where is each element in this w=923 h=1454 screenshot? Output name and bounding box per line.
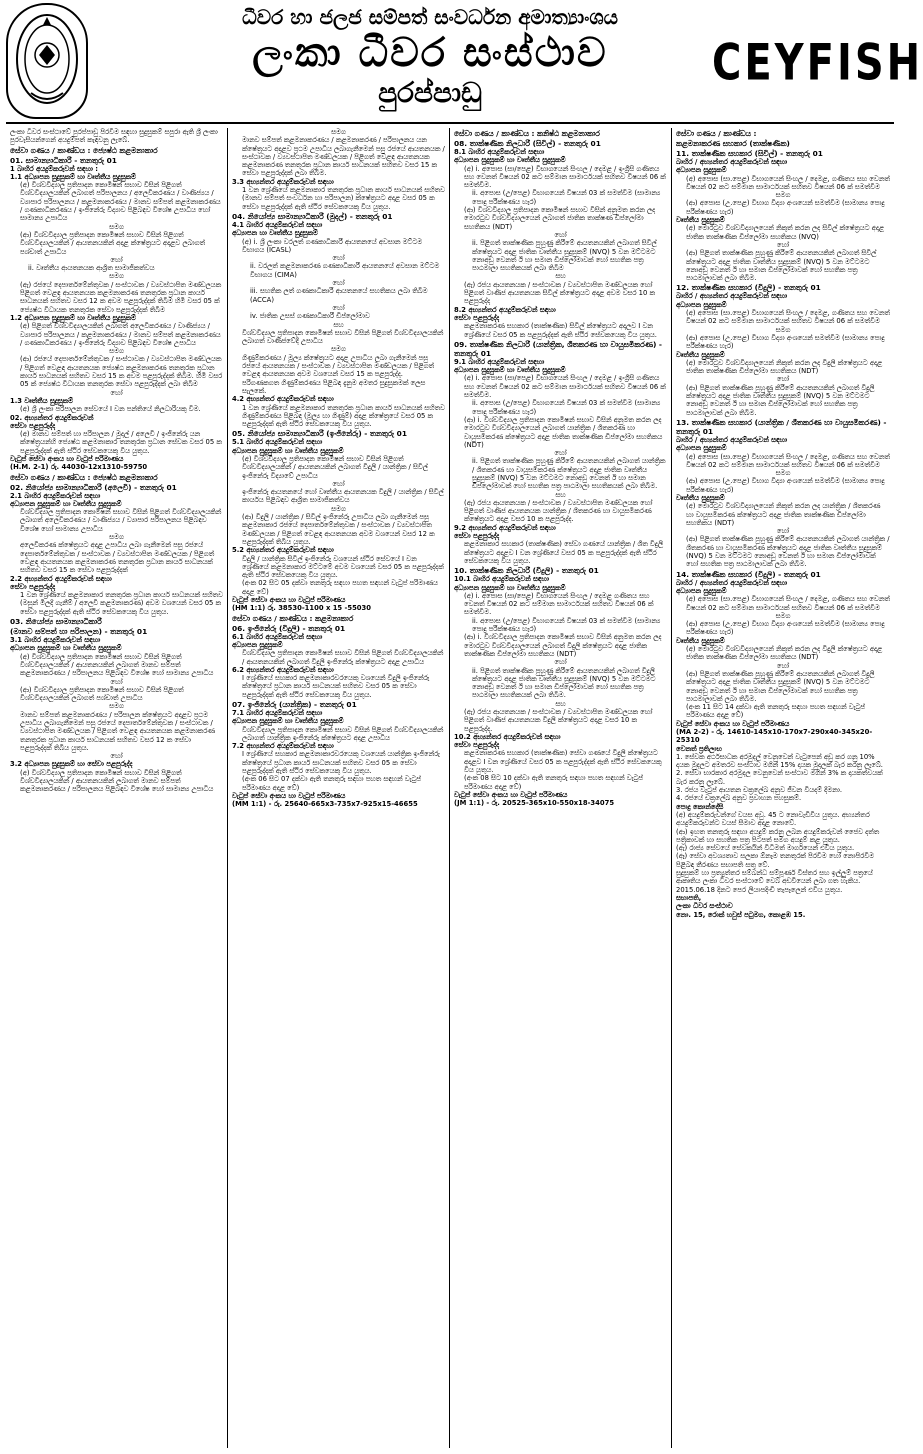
section-heading: කළමනාකරණ සහකාර (තාක්ෂණික) [676, 139, 790, 148]
subheading: සේවා පළපුරුද්ද [10, 421, 56, 430]
paragraph: කළමනාකාර සහකාර (තාක්ෂණික) සේවා ගණයේ යාන්ත්‍රික / ශීත විදුලි ක්ෂේත්‍රයට අදාළව I වන ශ්‍රේණියේ වසර 05 ක පළපුරුද්දක් ඇති ස්ථිර සේවකයෙකු විය යුතුය. [464, 540, 666, 565]
paragraph: ii. පිළිගත් තාක්ෂණික පුහුණු කිරීමේ ආයතනයකින් ලබාගත් සිවිල් ක්ෂේත්‍රයට අදාළ ජාතික වෘත්තීය සුදුසුකම් (NVQ) 5 වන මට්ටමට නොඅඩු වෙනත් ඊ හා සමාන ඩිප්ලෝමාවක් හෝ සහතික පත්‍ර පාඨමාලා සහතිකයක් ලබා තිබීම [472, 239, 659, 273]
connector-word: සහ [555, 490, 566, 499]
section-heading: 05. නියෝජ්‍ය සාමාන්‍යාධිකාරී (ඉංජිනේරු) - තනතුරු 01 [232, 429, 407, 439]
subheading: වෘත්තීය සුදුසුකම් [676, 350, 725, 359]
paragraph: (ආ) පිළිගත් තාක්ෂණික පුහුණු කිරීමේ ආයතනයකින් ලබාගත් විදුලි ක්ෂේත්‍රයට අදාළ ජාතික වෘත්තීය සුදුසුකම් (NVQ) 5 වන මට්ටමට නොඅඩු වෙනත් ඊ හා සමාන ඩිප්ලෝමාවක් හෝ සහතික පත්‍ර පාඨමාලාවක් ලබා තිබීම. [686, 383, 877, 417]
connector-word: හෝ [332, 254, 345, 263]
paragraph: විශ්වවිද්‍යාල ප්‍රතිපාදන කොමිෂන් සභාව විසින් පිළිගත් විශ්වවිද්‍යාලයකින් ලබාගත් අලෙවිකරණය / වාණිජ්‍යය / ව්‍යාපාර පරිපාලනය පිළිබඳව විශේෂ හෝ සාමාන්‍ය උපාධිය [20, 508, 224, 533]
subheading: 4.1 බාහිර අයදුම්කරුවන් සඳහා [232, 220, 323, 229]
section-heading: 08. තාක්ෂණික නිලධාරී (සිවිල්) - තනතුරු 01 [454, 139, 601, 148]
subheading: 6.2 අභ්‍යන්තර අයදුම්කරුවන් සඳහා [232, 665, 334, 674]
connector-word: හෝ [332, 479, 345, 488]
paragraph: සුදුසුකම් හා ප්‍රත්‍යුත්තර සම්බන්ධ සම්පූර්ණ විස්තර සහ ඉල්ලුම් පත්‍රයේ ආකෘතිය ලංකා ධීවර සංස්ථාවේ වෙබ් අඩවියෙන් ලබා ගත හැකිය. 2015.06.18 දිනට පෙර ලියාපදිංචි තැපෑලෙන් එවිය යුතුය. [676, 869, 875, 894]
paragraph: (ඇ) රාජ්‍ය සේවයේ සේවකයින් විධිමත් මාර්ගයෙන් එවිය යුතුය. [676, 844, 855, 853]
connector-word: හෝ [110, 255, 123, 264]
connector-word: හෝ [110, 677, 123, 686]
subheading: සේවා පළපුරුද්ද [454, 532, 500, 541]
paragraph: (ආ) විශ්වවිද්‍යාල ප්‍රතිපාදන කොමිෂන් සභාව විසින් අනුමත කරන ලද මොරටුව විශ්වවිද්‍යාලයෙන් ලබාගත් ජාතික තාක්ෂණ ඩිප්ලෝමා සහතිකය (NDT) [464, 206, 658, 231]
subheading: බාහිර / අභ්‍යන්තර අයදුම්කරුවන් සඳහා [676, 435, 788, 444]
subheading: අධ්‍යාපන සුදුසුකම් හා වෘත්තීය සුදුසුකම් [10, 499, 122, 508]
paragraph: (ඈ) සේවා අවශ්‍යතාව සලකා ඕනෑම තනතුරක් පිරවීම හෝ නොපිරවීම පිළිබඳ තීරණය සභාපති සතු වේ. [676, 852, 877, 869]
paragraph: (ආ) i. විශ්වවිද්‍යාල ප්‍රතිපාදන කොමිෂන් සභාව විසින් අනුමත කරන ලද මොරටුව විශ්වවිද්‍යාලයෙන් ලබාගත් යාන්ත්‍රික / ශීතකරණ හා වායුසමීකරණ ක්ෂේත්‍රයට අදාළ ජාතික තාක්ෂණික ඩිප්ලෝමා සහතිකය (NDT) [464, 415, 665, 449]
paragraph: (ආ) පිළිගත් තාක්ෂණික පුහුණු කිරීමේ ආයතනයකින් ලබාගත් යාන්ත්‍රික / ශීතකරණ හා වායුසමීකරණ ක්ෂේත්‍රයට අදාළ ජාතික වෘත්තීය සුදුසුකම් (NVQ) 5 වන මට්ටමට නොඅඩු වෙනත් ඊ හා සමාන ඩිප්ලෝමාවක් හෝ සහතික පත්‍ර පාඨමාලාවක් ලබා තිබීම. [686, 535, 892, 569]
section-heading: (මානව සම්පත් හා පරිපාලන) - තනතුරු 01 [10, 627, 148, 637]
paragraph: කළමනාකරණ සහකාර (තාක්ෂණික) සිවිල් ක්ෂේත්‍රයට අදාලව I වන ශ්‍රේණියේ වසර 05 ක පළපුරුද්දක් ඇති ස්ථිර සේවකයෙකු විය යුතුය. [464, 322, 657, 339]
paragraph: iii. සහතික ලත් ගණකාධිකාරී ආයතනයේ සහතිකය ලබා තිබීම (ACCA) [250, 287, 430, 304]
subheading: වෘත්තීය සුදුසුකම් [676, 216, 725, 225]
section-heading: 02. නියෝජ්‍ය සාමාන්‍යාධිකාරී (අලෙවි) - තනතුරු 01 [10, 482, 177, 492]
connector-word: සමග [109, 347, 124, 356]
paragraph: I ශ්‍රේණියේ සහකාර කළමනාකාරවරයෙකු වශයෙන් විදුලි ඉංජිනේරු ක්ෂේත්‍රයේ ප්‍රධාන කාර්ය සාධනයක් සහිතව වසර 05 ක සේවා පළපුරුද්දක් ඇති ස්ථිර සේවකයෙකු විය යුතුය. [242, 674, 432, 699]
subheading: 9.2 අභ්‍යන්තර අයදුම්කරුවන් සඳහා [454, 523, 556, 532]
paragraph: 1. සේවක අර්ථසාධක අරමුදල් වෙනුවෙන් වැටුපෙන් අඩු කර ගනු 10% දායක මුදලට අමතරව සංස්ථාව මගින් 15% දායක මුදලක් බැර කරනු ලැබේ. [676, 752, 883, 770]
section-heading: සේවා ගණය / කාණ්ඩය : කනිෂ්ඨ කළමනාකාර [454, 129, 600, 138]
section-heading: 07. ඉංජිනේරු (යාන්ත්‍රික) - තනතුරු 01 [232, 700, 357, 709]
paragraph: විශ්වවිද්‍යාල ප්‍රතිපාදන කොමිෂන් සභාව විසින් පිළිගත් විශ්වවිද්‍යාලයකින් ලබාගත් වාණිජවේදී උපාධිය [242, 328, 446, 346]
subheading: අධ්‍යාපන සුදුසුකම් [676, 444, 727, 453]
header-divider [6, 122, 894, 124]
paragraph: (අ) i. අපොස (සා/පෙළ) විභාගයෙන් සිංහල / දෙමළ / ඉංග්‍රීසි ගණිතය සහ වෙනත් විෂයන් 02 කට සම්මාන සාමාර්ථයක් සහිතව විෂයන් 06 ක් සමත්වීම. [464, 374, 668, 400]
subheading: 2.1 බාහිර අයදුම්කරුවන් සඳහා [10, 491, 101, 500]
paragraph: (ආ) ඉහත තනතුරු සඳහා අයදුම් කරනු ලබන අයදුම්කරුවන් ජෛව දත්ත පත්‍රිකාවක් හා සහතික පත්‍ර පිටපත් සමග අයදුම් කළ යුතුය. [676, 827, 882, 844]
subheading: සේවා පළපුරුද්ද [10, 582, 56, 591]
content-columns [6, 128, 894, 1448]
salary-scale: (HM 1:1) රු. 38530-1100 x 15 -55030 [232, 604, 371, 613]
section-heading: සේවා ගණය / කාණ්ඩය : කළමනාකාර [232, 613, 354, 623]
paragraph: කළමනාකරණ සහකාර (තාක්ෂණික) සේවා ගණයේ විදුලි ක්ෂේත්‍රයට අදාළව I වන ශ්‍රේණියේ වසර 05 ක පළපුරුද්දක් ඇති ස්ථිර සේවකයෙකු විය යුතුය. [464, 749, 664, 775]
subheading: 1.1 අධ්‍යාපන සුදුසුකම් හා වෘත්තීය සුදුසුකම් [10, 172, 136, 181]
paragraph: (ඇ) රජය ආයතනයක / සංස්ථාවක / ව්‍යවස්ථාපිත මණ්ඩලයක හෝ පිළිගත් වාණිජ ආයතනයක යාන්ත්‍රික / ශීතකරණ හා වායුසමීකරණ ක්ෂේත්‍රයට අදාළ වසර 10 ක පළපුරුද්ද. [464, 498, 655, 524]
salary-scale: (MA 2-2) - රු. 14610-145x10-170x7-290x40-345x20-25310 [676, 728, 873, 745]
paragraph: I ශ්‍රේණියේ සහකාර කළමනාකාරවරයෙකු වශයෙන් යාන්ත්‍රික ඉංජිනේරු ක්ෂේත්‍රයේ ප්‍රධාන කාර්ය සාධනයක් සහිතව වසර 05 ක සේවා පළපුරුද්දක් ඇති ස්ථිර සේවකයෙකු විය යුතුය. [242, 750, 442, 776]
paragraph: (ආ) රජයේ දෙපාර්තමේන්තුවක / සංස්ථාවක / ව්‍යවස්ථාපිත මණ්ඩලයක / පිළිගත් වෙළඳ ආයතනයක ජ්‍යෙෂ්ඨ කළමනාකරණ තනතුරක ප්‍රධාන කාර්ය සාධනයක් සහිතව වසර 15 ක අවම පළපුරුද්දක් තිබීම. හිමි වසර 05 ක් ජ්‍යෙෂ්ඨ විධායක තනතුරක සේවා පළපුරුද්දක් ලබා තිබීම [20, 355, 225, 389]
paragraph: 3. රජය වැටුප් ආයතන චක්‍රලේඛ අනුව ජීවන වියදම් දීමනා. [676, 786, 843, 795]
section-heading: 11. තාක්ෂණික සහකාර (සිවිල්) - තනතුරු 01 [676, 149, 823, 158]
subheading: අධ්‍යාපන සුදුසුකම් හා වෘත්තීය සුදුසුකම් [454, 366, 566, 375]
salary-scale: (H.M. 2-1) රු. 44030-12x1310-59750 [10, 463, 148, 472]
connector-word: සහ [555, 272, 566, 281]
paragraph: (අ) පිළිගත් විශ්වවිද්‍යාලයකින් ලබාගත් අලෙවිකරණය / වාණිජ්‍යය / ව්‍යාපාර පරිපාලනය / කළමනාකරණය / මානව සම්පත් කළමනාකරණය / ගණකාධිකරණය / ඉංජිනේරු විද්‍යාව පිළිබඳව විශේෂ උපාධිය [20, 322, 223, 347]
salary-scale: (JM 1:1) - රු. 20525-365x10-550x18-34075 [454, 799, 615, 808]
subheading: සභාපති, [676, 893, 702, 902]
paragraph: 2. සේවා භාරකාර අරමුදල වෙනුවෙන් සංස්ථාව මගින් 3% ක දායකත්වයක් බැර කරනු ලැබේ. [676, 769, 885, 786]
subheading: ලංකා ධීවර සංස්ථාව [676, 902, 733, 911]
subheading: අධ්‍යාපන සුදුසුකම් හා වෘත්තීය සුදුසුකම් [454, 583, 566, 592]
paragraph: (අ) විශ්වවිද්‍යාල ප්‍රතිපාදන කොමිෂන් සභාව විසින් පිළිගත් විශ්වවිද්‍යාලයකින් / ආයතනයකින් ලබාගත් විදුලි / යාන්ත්‍රික / සිවිල් ඉංජිනේරු විද්‍යාවේ උපාධිය [242, 454, 431, 480]
text-column-1 [6, 128, 228, 1448]
connector-word: හෝ [554, 230, 567, 239]
paragraph: 4. රජයේ චක්‍රලේඛ අනුව ප්‍රවාහන පහසුකම්. [676, 794, 802, 803]
connector-word: හෝ [332, 303, 345, 312]
section-heading: 14. තාක්ෂණික සහකාර (විදුලි) - තනතුරු 01 [676, 569, 821, 579]
paragraph: 1 වන ශ්‍රේණියේ කළමනාකාර තනතුරක ප්‍රධාන කාර්ය සාධනයක් සහිතව (මසුන් මිලදී ගැනීම් / අලෙවි කළමනාකරණ) අවම වශයෙන් වසර 05 ක සේවා පළපුරුද්දක් ඇති ස්ථිර සේවකයෙකු විය යුතුය. [20, 591, 226, 616]
subheading: වෘත්තීය සුදුසුකම් [676, 493, 725, 502]
paragraph: මානව සම්පත් කළමනාකරණය / කළමනාකරණ / පරිපාලනය යන ක්ෂේත්‍රයට අදාළව ප්‍රථම උපාධිය ලබාගැනීමෙන් පසු රජයේ ආයතනයක / සංස්ථාවක / ව්‍යවස්ථාපිත මණ්ඩලයක / පිළිගත් වෙළඳ ආයතනයක කළමනාකරණ තනතුරක ප්‍රධාන කාර්ය සාධනයක් සහිතව වසර 15 ක සේවා පළපුරුද්දක් ලබා තිබීම. [242, 136, 448, 178]
subheading: 3.2 අධ්‍යාපන සුදුසුකම් හා සේවා පළපුරුද්ද [10, 760, 133, 769]
subheading: පොදු කොන්දේසි [676, 802, 724, 811]
section-heading: 13. තාක්ෂණික සහකාර (යාන්ත්‍රික / ශීතකරණ හා වායුසමීකරණ) - තනතුරු 01 [676, 417, 890, 436]
connector-word: සමග [109, 533, 124, 542]
paragraph: (අ) මොරටුව විශ්වවිද්‍යාලයෙන් නිකුත් කරන ලද සිවිල් ක්ෂේත්‍රයට අදාළ ජාතික තාක්ෂණික ඩිප්ලෝමා සහතිකය (NVQ) [686, 224, 887, 241]
subheading: බාහිර / අභ්‍යන්තර අයදුම්කරුවන් සඳහා [676, 158, 788, 166]
connector-word: හෝ [776, 375, 790, 384]
section-heading: 04. නියෝජ්‍ය සාමාන්‍යාධිකාරී (මුදල්) - තනතුරු 01 [232, 211, 393, 221]
section-heading: සේවා ගණය / කාණ්ඩය : ජ්‍යෙෂ්ඨ කළමනාකාර [10, 472, 158, 482]
connector-word: සමග [331, 504, 346, 513]
paragraph: (ආ) අපොස (උ.පෙළ) විභාග විද්‍යා අංශයෙන් සමත්වීම (සාමාන්‍ය පොදු පරීක්ෂණය හැර) [686, 199, 887, 216]
subheading: 3.1 බාහිර අයදුම්කරුවන් සඳහා [10, 636, 101, 645]
subheading: 6.1 බාහිර අයදුම්කරුවන් සඳහා [232, 632, 323, 641]
connector-word: සමග [775, 469, 791, 478]
connector-word: හෝ [332, 279, 345, 288]
connector-word: හෝ [110, 752, 123, 761]
connector-word: සමග [775, 325, 791, 334]
subheading: බාහිර / අභ්‍යන්තර අයදුම්කරුවන් සඳහා [676, 578, 788, 587]
connector-word: හෝ [110, 388, 123, 397]
subheading: 7.1 බාහිර අයදුම්කරුවන් සඳහා [232, 709, 323, 717]
organization-name: ලංකා ධීවර සංස්ථාව [252, 29, 608, 76]
paragraph: ii. වෘත්තීය ආයතනයක ආශ්‍රිත සාමාජිකත්වය [28, 264, 155, 273]
paragraph: (අ) මොරටුව විශ්වවිද්‍යාලයෙන් නිකුත් කරන ලද විදුලි ක්ෂේත්‍රයට අදාළ ජාතික තාක්ෂණික ඩිප්ලෝමා සහතිකය (NDT) [686, 358, 885, 376]
subheading: 02. අභ්‍යන්තර අයදුම්කරුවන් [10, 413, 94, 422]
subheading: 9.1 බාහිර අයදුම්කරුවන් සඳහා [454, 357, 545, 366]
subheading: 5.1 බාහිර අයදුම්කරුවන් සඳහා [232, 438, 323, 447]
paragraph: (අ) අපොස (සා.පෙළ) විභාගයෙන් සිංහල / දෙමළ, ගණිතය සහ වෙනත් විෂයන් 02 කට සම්මාන සාමාර්ථයක් සහිතව විෂයන් 06 ක් සමත්වීම [686, 595, 893, 612]
paragraph: ii. අපොස (උ/පෙළ) විභාගයෙන් විෂයන් 03 ක් සමත්වීම (සාමාන්‍ය පොදු පරීක්ෂණය හැර) [472, 399, 663, 416]
connector-word: සහ [555, 699, 566, 708]
paragraph: 1 වන ශ්‍රේණියේ කළමනාකාර තනතුරක ප්‍රධාන කාර්ය සාධනයක් සහිතව (මානව සම්පත් සංවර්ධන හා පරිපාලන) ක්ෂේත්‍රයට අදාළ වසර 05 ක සේවා පළපුරුද්දක් ඇති ස්ථිර සේවකයෙකු විය යුතුය. [242, 186, 448, 211]
paragraph: 1 වන ශ්‍රේණියේ කළමනාකාර තනතුරක ප්‍රධාන කාර්ය සාධනයක් සහිතව ගිණුම්කරණය පිළිබඳ (මූල්‍ය හා ගිණුම්) අදාළ ක්ෂේත්‍රයේ වසර 05 ක පළපුරුද්දක් ඇති ස්ථිර සේවකයෙකු විය යුතුය. [242, 403, 448, 429]
title-block [150, 4, 710, 110]
paragraph: (ආ) පිළිගත් තාක්ෂණික පුහුණු කිරීමේ ආයතනයකින් ලබාගත් සිවිල් ක්ෂේත්‍රයට අදාළ ජාතික වෘත්තීය සුදුසුකම් (NVQ) 5 වන මට්ටමට නොඅඩු වෙනත් ඊ හා සමාන ඩිප්ලෝමාවක් හෝ සහතික පත්‍ර පාඨමාලාවක් ලබා තිබීම. [686, 249, 879, 283]
sri-lanka-emblem-icon [6, 3, 88, 119]
ministry-name: ධීවර හා ජලජ සම්පත් සංවර්ධන අමාත්‍යාංශය [241, 5, 619, 29]
paragraph: විදුලි / යාන්ත්‍රික සිවිල් ඉංජිනේරු වශයෙන් ස්ථිර සේවයේ I වන ශ්‍රේණියේ කළමනාකාර මට්ටමේ අවම වශයෙන් වසර 05 ක පළපුරුද්දක් ඇති ස්ථිර සේවකයෙකු විය යුතුය. [242, 554, 446, 580]
section-heading: 10. තාක්ෂණික නිලධාරී (විදුලි) - තනතුරු 01 [454, 566, 599, 576]
paragraph: (ආ) අපොස (උ.පෙළ) විභාග විද්‍යා අංශයෙන් සමත්වීම (සාමාන්‍ය පොදු පරීක්ෂණය හැර) [686, 620, 887, 637]
subheading: අධ්‍යාපන සුදුසුකම් හා වෘත්තීය සුදුසුකම් [10, 644, 122, 653]
paragraph: (අ) අපොස (සා.පෙළ) විභාගයෙන් සිංහල / දෙමළ, ගණිතය සහ වෙනත් විෂයන් 02 කට සම්මාන සාමාර්ථයක් සහිතව විෂයන් 06 ක් සමත්වීම [686, 452, 893, 469]
subheading: 1.3 වෘත්තීය සුදුසුකම් [10, 396, 74, 405]
subheading: අධ්‍යාපන සුදුසුකම් හා වෘත්තීය සුදුසුකම් [454, 156, 566, 165]
text-column-3 [450, 128, 672, 1448]
paragraph: (ආ) i. විශ්වවිද්‍යාල ප්‍රතිපාදන කොමිෂන් සභාව විසින් අනුමත කරන ලද මොරටුව විශ්වවිද්‍යාලයෙන් ලබාගත් විදුලි ක්ෂේත්‍රයට අදාළ ජාතික තාක්ෂණික ඩිප්ලෝමා සහතිකය (NDT) [464, 633, 664, 658]
subheading: අධ්‍යාපන සුදුසුකම් [232, 640, 283, 649]
paragraph: විශ්වවිද්‍යාල ප්‍රතිපාදන කොමිෂන් සභාව විසින් පිළිගත් විශ්වවිද්‍යාලයකින් / ආයතනයකින් ලබාගත් විදුලි ඉංජිනේරු ක්ෂේත්‍රයට අදාළ උපාධිය [242, 649, 446, 666]
paragraph: (ආ) විශ්වවිද්‍යාල ප්‍රතිපාදන කොමිෂන් සභාව විසින් පිළිගත් විශ්වවිද්‍යාලයකින් ලබාගත් පශ්චාත් උපාධිය [20, 685, 186, 703]
paragraph: (ආ) විදුලි / යාන්ත්‍රික / සිවිල් ඉංජිනේරු උපාධිය ලබා ගැනීමෙන් පසු කළමනාකාර රජයේ දෙපාර්තමේන්තුවක / සංස්ථාවක / ව්‍යවස්ථාපිත මණ්ඩලයක / පිළිගත් වෙළඳ ආයතනයක අවම වශයෙන් වසර 12 ක පළපුරුද්දක් තිබිය යුතුය. [242, 513, 437, 546]
paragraph: (අ) අපොස (සා.පෙළ) විභාගයෙන් සිංහල / දෙමළ, ගණිතය සහ වෙනත් විෂයන් 02 කට සම්මාන සාමාර්ථයක් සහිතව විෂයන් 06 ක් සමත්වීම [686, 309, 893, 326]
connector-word: සමග [109, 272, 124, 281]
paragraph: (ඇ) රජය ආයතනයක / සංස්ථාවක / ව්‍යවස්ථාපිත මණ්ඩලයක හෝ පිළිගත් වාණිජ ආයතනයක විදුලි ක්ෂේත්‍රයට අදාළ වසර 10 ක පළපුරුද්ද. [464, 708, 655, 733]
paragraph: (ඇ) රජයේ දෙපාර්තමේන්තුවක / සංස්ථාවක / ව්‍යවස්ථාපිත මණ්ඩලයක පිළිගත් වෙළඳ ආයතනයක කළමනාකරණ තනතුරක ප්‍රධාන කාර්ය සාධනයක් සහිතව වසර 12 ක අවම පළපුරුද්දක් තිබීම හිමි වසර 05 ක් ජ්‍යෙෂ්ඨ විධායක තනතුරක සේවා පළපුරුද්දක් තිබීම [20, 280, 224, 314]
paragraph: (අ) i. අපොස (සා/පෙළ) විභාගයෙන් සිංහල / දෙමළ ගණිතය සහ වෙනත් විෂයන් 02 කට සම්මාන සාමාර්ථයක් සහිතව විෂයන් 06 ක් සමත්වීම. [464, 591, 656, 617]
subheading: අධ්‍යාපන සුදුසුකම් [676, 166, 727, 175]
subheading: 8.2 අභ්‍යන්තර අයදුම්කරුවන් සඳහා [454, 305, 556, 314]
subheading: අධ්‍යාපන සුදුසුකම් හා වෘත්තීය සුදුසුකම් [232, 717, 344, 726]
subheading: අධ්‍යාපන සුදුසුකම් හා වෘත්තීය සුදුසුකම් [232, 446, 344, 455]
advertisement-header [0, 0, 923, 122]
connector-word: හෝ [776, 661, 790, 670]
subheading: සේවා පළපුරුද්ද [454, 741, 500, 750]
subheading: 10.1 බාහිර අයදුම්කරුවන් සඳහා [454, 575, 549, 584]
paragraph: ii. අපොස (උ/පෙළ) විභාගයෙන් විෂයන් 03 ක් සමත්වීම (සාමාන්‍ය පොදු පරීක්ෂණය හැර) [472, 616, 663, 634]
connector-word: සමග [331, 345, 346, 354]
text-column-2 [228, 128, 450, 1448]
vacancies-title: පුරප්පාඩු [378, 76, 482, 109]
connector-word: හෝ [554, 449, 567, 458]
paragraph: මානව සම්පත් කළමනාකරණය / පරිපාලන ක්ෂේත්‍රයට අදාළව ප්‍රථම උපාධිය ලබාගැනීමෙන් පසු රජයේ දෙපාර්තමේන්තුවක / සංස්ථාවක / ව්‍යවස්ථාපිත මණ්ඩලයක / පිළිගත් වෙළඳ ආයතනයක කළමනාකරණ තනතුරක ප්‍රධාන කාර්ය සාධනයක් සහිතව වසර 12 ක සේවා පළපුරුද්දක් තිබිය යුතුය. [20, 710, 218, 752]
paragraph: (අ) අයදුම්කරුවන්ගේ වයස අවු. 45 ට නොවැඩිවිය යුතුය. අභ්‍යන්තර අයදුම්කරුවන්ට වයස් සීමාව අදාළ නොවේ. [676, 810, 872, 828]
paragraph: (ආ) පිළිගත් තාක්ෂණික පුහුණු කිරීමේ ආයතනයකින් ලබාගත් විදුලි ක්ෂේත්‍රයට අදාළ ජාතික වෘත්තීය සුදුසුකම් (NVQ) 5 වන මට්ටමට නොඅඩු වෙනත් ඊ හා සමාන ඩිප්ලෝමාවක් හෝ සහතික පත්‍ර පාඨමාලාවක් ලබා තිබීම. [686, 669, 877, 703]
subheading: 5.2 අභ්‍යන්තර අයදුම්කරුවන් සඳහා [232, 546, 334, 555]
paragraph: ii. වරලත් කළමනාකරණ ගණකාධිකාරී ආයතනයේ අවසාන මට්ටම විභාගය (CIMA) [250, 262, 442, 279]
subheading: වැටුප් සේවා අංකය හා වැටුප් පරිමාණය [676, 719, 790, 728]
paragraph: (ආ) අපොස (උ.පෙළ) විභාග විද්‍යා අංශයෙන් සමත්වීම (සාමාන්‍ය පොදු පරීක්ෂණය හැර) [686, 477, 887, 494]
connector-word: සහ [333, 320, 344, 329]
paragraph: (ආ) විශ්වවිද්‍යාල ප්‍රතිපාදන කොමිෂන් සභාව විසින් පිළිගත් විශ්වවිද්‍යාලයකින් / ආයතනයකින් අදාළ ක්ෂේත්‍රයට අදාළව ලබාගත් පශ්චාත් උපාධිය [20, 230, 208, 256]
ceyfish-logo: CEYFISH [712, 34, 923, 92]
paragraph: ii. පිළිගත් තාක්ෂණික පුහුණු කිරීමේ ආයතනයකින් ලබාගත් යාන්ත්‍රික / ශීතකරණ හා වායුසමීකරණ ක්ෂේත්‍රයට අදාළ ජාතික වෘත්තීය සුදුසුකම් (NVQ) 5 වන මට්ටමට නොඅඩු වෙනත් ඊ හා සමාන ඩිප්ලෝමාවක් හෝ සහතික පත්‍ර පාඨමාලා සහතිකයක් ලබා තිබීම. [472, 457, 668, 491]
connector-word: හෝ [776, 240, 790, 249]
connector-word: සමග [109, 222, 124, 231]
paragraph: (අ) i. අපොස (සා/පෙළ) විභාගයෙන් සිංහල / දෙමළ / ඉංග්‍රීසි ගණිතය සහ වෙනත් විෂයන් 02 කට සම්මාන සාමාර්ථයක් සහිතව විෂයන් 06 ක් සමත්වීම. [464, 164, 668, 190]
subheading: අධ්‍යාපන හා වෘත්තීය සුදුසුකම් [232, 229, 318, 238]
subheading: 4.2 අභ්‍යන්තර අයදුම්කරුවන් සඳහා [232, 395, 334, 404]
paragraph: (අ) ශ්‍රී ලංකා පරිපාලන සේවයේ I වන පන්තියේ නිලධාරියකු වීම. [20, 405, 201, 414]
subheading: අධ්‍යාපන සුදුසුකම් [676, 300, 727, 309]
paragraph: iv. ජාතික උසස් ගණකාධිකාරී ඩිප්ලෝමාව [250, 312, 370, 321]
paragraph: (අ) විශ්වවිද්‍යාල ප්‍රතිපාදන කොමිෂන් සභාව විසින් පිළිගත් විශ්වවිද්‍යාලයකින් ලබාගත් පරිපාලනය / අලෙවිකරණය / වාණිජ්‍යය / ව්‍යාපාර පරිපාලනය / කළමනාකරණය / මානව සම්පත් කළමනාකරණය / ගණකාධිකරණය / ඉංජිනේරු විද්‍යාව පිළිබඳව විශේෂ උපාධිය හෝ සාමාන්‍ය උපාධිය [20, 181, 223, 223]
paragraph: ii. පිළිගත් තාක්ෂණික පුහුණු කිරීමේ ආයතනයකින් ලබාගත් විදුලි ක්ෂේත්‍රයට අදාළ ජාතික වෘත්තීය සුදුසුකම් (NVQ) 5 වන මට්ටමට නොඅඩු වෙනත් ඊ හා සමාන ඩිප්ලෝමාවක් හෝ සහතික පත්‍ර පාඨමාලා සහතිකයක් ලබා තිබීම. [472, 666, 658, 700]
paragraph: (අ) i. ශ්‍රී ලංකා වරලත් ගණකාධිකාරී ආයතනයේ අවසාන මට්ටම විභාගය (ICASL) [242, 237, 425, 254]
subheading: අධ්‍යාපන සුදුසුකම් [676, 586, 727, 595]
section-heading: 12. තාක්ෂණික සහකාර (විදුලි) - තනතුරු 01 [676, 283, 821, 293]
paragraph: විශ්වවිද්‍යාල ප්‍රතිපාදන කොමිෂන් සභාව විසින් පිළිගත් විශ්වවිද්‍යාලයකින් ලබාගත් යාන්ත්‍රික ඉංජිනේරු ක්ෂේත්‍රයට අදාළ උපාධිය [242, 725, 446, 742]
paragraph: ii. අපොස (උ/පෙළ) විභාගයෙන් විෂයන් 03 ක් සමත්වීම (සාමාන්‍ය පොදු පරීක්ෂණය හැර) [472, 189, 663, 206]
paragraph: (අංක 11 සිට 14 දක්වා ඇති තනතුරු සඳහා පහත සඳහන් වැටුප් පරිමාණය අදාළ වේ) [686, 703, 868, 720]
paragraph: (අ) මොරටුව විශ්වවිද්‍යාලයෙන් නිකුත් කරන ලද යාන්ත්‍රික / ශීතකරණ හා වායුසමීකරණ ක්ෂේත්‍රයට අදාළ ජාතික තාක්ෂණික ඩිප්ලෝමා සහතිකය (NDT) [686, 502, 883, 527]
paragraph: (අ) විශ්වවිද්‍යාල ප්‍රතිපාදන කොමිෂන් සභාව විසින් පිළිගත් විශ්වවිද්‍යාලයකින් / ආයතනයකින් ලබාගත් මානව සම්පත් කළමනාකරණය / පරිපාලනය පිළිබඳව විශේෂ හෝ සාමාන්‍ය උපාධිය [20, 768, 214, 794]
subheading: නො. 15, රොක් හවුස් පටුමග, කොළඹ 15. [676, 910, 806, 919]
paragraph: (අ) මොරටුව විශ්වවිද්‍යාලයෙන් නිකුත් කරන ලද විදුලි ක්ෂේත්‍රයට අදාළ ජාතික තාක්ෂණික ඩිප්ලෝමා සහතිකය (NDT) [686, 645, 885, 662]
subheading: වැටුප් සේවා අංකය හා වැටුප් පරිමාණය [10, 454, 124, 463]
subheading: වෙනත් ප්‍රතිලාභ [676, 744, 722, 753]
paragraph: (අංක 02 සිට 05 දක්වා තනතුරු සඳහා පහත සඳහන් වැටුප් පරිමාණය අදාළ වේ) [242, 579, 441, 596]
paragraph: (අ) විශ්වවිද්‍යාල ප්‍රතිපාදන කොමිෂන් සභාව විසින් පිළිගත් විශ්වවිද්‍යාලයකින් / ආයතනයකින් ලබාගත් මානව සම්පත් කළමනාකරණය / පරිපාලනය පිළිබඳව විශේෂ හෝ සාමාන්‍ය උපාධිය [20, 652, 214, 678]
subheading: 2.2 අභ්‍යන්තර අයදුම්කරුවන් සඳහා [10, 574, 112, 583]
subheading: වැටුප් සේවා අංකය හා වැටුප් පරිමාණය [232, 596, 346, 605]
subheading: 7.2 අභ්‍යන්තර අයදුම්කරුවන් සඳහා [232, 742, 334, 751]
section-heading: 09. තාක්ෂණික නිලධාරී (යාන්ත්‍රික, ශීතකරණ හා වායුසමීකරණ) - තනතුරු 01 [454, 339, 665, 358]
paragraph: (අංක 06 සිට 07 දක්වා ඇති තනතුරු සඳහා පහත සඳහන් වැටුප් පරිමාණය අදාළ වේ) [242, 775, 424, 792]
section-heading: 03. නියෝජ්‍ය සාමාන්‍යාධිකාරී [10, 617, 102, 627]
text-column-4 [672, 128, 894, 1448]
connector-word: සමග [775, 611, 791, 620]
connector-word: සමග [109, 702, 124, 711]
paragraph: අලෙවිකරණ ක්ෂේත්‍රයට අදාළ උපාධිය ලබා ගැනීමෙන් පසු රජයේ දෙපාර්තමේන්තුවක / සංස්ථාවක / ව්‍යවස්ථාපිත මණ්ඩලයක / පිළිගත් වෙළඳ ආයතනයක කළමනාකරණ තනතුරක ප්‍රධාන කාර්ය සාධනයක් සහිතව වසර 15 ක සේවා පළපුරුද්දක් [20, 541, 217, 575]
section-heading: 01. සාමාන්‍යාධිකාරී - තනතුරු 01 [10, 155, 117, 165]
paragraph: ඉංජිනේරු ආයතනයේ හෝ වෘත්තීය ආයතනයක විදුලි / යාන්ත්‍රික / සිවිල් කාර්යය පිළිබඳව ආශ්‍රිත සාමාජිකත්වය [242, 488, 446, 505]
connector-word: හෝ [554, 658, 567, 667]
paragraph: (අ) අපොස (සා.පෙළ) විභාගයෙන් සිංහල / දෙමළ, ගණිතය සහ වෙනත් විෂයන් 02 කට සම්මාන සාමාර්ථයක් සහිතව විෂයන් 06 ක් සමත්වීම [686, 174, 893, 191]
subheading: වැටුප් සේවා අංකය හා වැටුප් පරිමාණය [454, 790, 568, 799]
subheading: 3.3 අභ්‍යන්තර අයදුම්කරුවන් සඳහා [232, 177, 334, 186]
paragraph: ගිණුම්කරණය / මූල්‍ය ක්ෂේත්‍රයට අදාළ උපාධිය ලබා ගැනීමෙන් පසු රජයේ ආයතනයක / සංස්ථාවක / ව්‍යවස්ථාපිත මණ්ඩලයක / පිළිගත් වෙළඳ ආයතනයක අවම වශයෙන් වසර 15 ක පළපුරුද්ද. [242, 353, 437, 379]
paragraph: ලංකා ධීවර සංස්ථාවේ පුරප්පාඩු පිරවීම සඳහා සුදුසුකම් සපුරා ඇති ශ්‍රී ලංකා පුරවැසියන්ගෙන් අයදුම්පත් කැඳවනු ලැබේ. [10, 128, 220, 145]
section-heading: 06. ඉංජිනේරු (විදුලි) - තනතුරු 01 [232, 623, 346, 633]
subheading: 1.2 අධ්‍යාපන සුදුසුකම් හා වෘත්තීය සුදුසුකම් [10, 313, 136, 322]
paragraph: (අ) මානව සම්පත් හා පරිපාලන / මුදල් / අලෙවි / ඉංජිනේරු යන ක්ෂේත්‍රයන්හි ජ්‍යෙෂ්ඨ කළමනාකාර තනතුරක ප්‍රධාන සේවක වසර 05 ක පළපුරුද්දක් ඇති ස්ථිර සේවකයෙකු විය යුතුය. [20, 430, 225, 455]
paragraph: (අංක 08 සිට 10 දක්වා ඇති තනතුරු සඳහා පහත සඳහන් වැටුප් පරිමාණය අදාළ වේ) [464, 774, 646, 791]
connector-word: සමග [775, 191, 791, 200]
connector-word: හෝ [776, 527, 790, 536]
subheading: සේවා පළපුරුද්ද [454, 313, 500, 322]
section-heading: සේවා ගණය / කාණ්ඩය : [676, 129, 757, 138]
connector-word: සමග [331, 128, 346, 136]
subheading: බාහිර / අභ්‍යන්තර අයදුම්කරුවන් සඳහා [676, 292, 788, 301]
subheading: 8.1 බාහිර අයදුම්කරුවන් සඳහා [454, 148, 545, 156]
section-heading: සේවා ගණය / කාණ්ඩය : ජ්‍යෙෂ්ඨ කළමනාකාර [10, 145, 158, 155]
salary-scale: (MM 1:1) - රු. 25640-665x3-735x7-925x15-46655 [232, 800, 418, 809]
paragraph: (ආ) අපොස (උ.පෙළ) විභාග විද්‍යා අංශයෙන් සමත්වීම (සාමාන්‍ය පොදු පරීක්ෂණය හැර) [686, 333, 887, 351]
subheading: 1 බාහිර අයදුම්කරුවන් සඳහා : [10, 164, 98, 173]
subheading: වෘත්තීය සුදුසුකම් [676, 636, 725, 645]
subheading: වැටුප් සේවා අංකය හා වැටුප් පරිමාණය [232, 791, 346, 800]
subheading: 10.2 අභ්‍යන්තර අයදුම්කරුවන් සඳහා [454, 732, 561, 741]
paragraph: (ඇ) රජය ආයතනයක / සංස්ථාවක / ව්‍යවස්ථාපිත මණ්ඩලයක හෝ පිළිගත් වාණිජ ආයතනයක සිවිල් ක්ෂේත්‍රයට අදාළ අවම වසර 10 ක පළපුරුද්ද [464, 280, 658, 306]
paragraph: පරිගණකගත ගිණුම්කරණය පිළිබඳ දැනුම අමතර සුදුසුකමක් ලෙස සැලකේ. [242, 378, 428, 395]
